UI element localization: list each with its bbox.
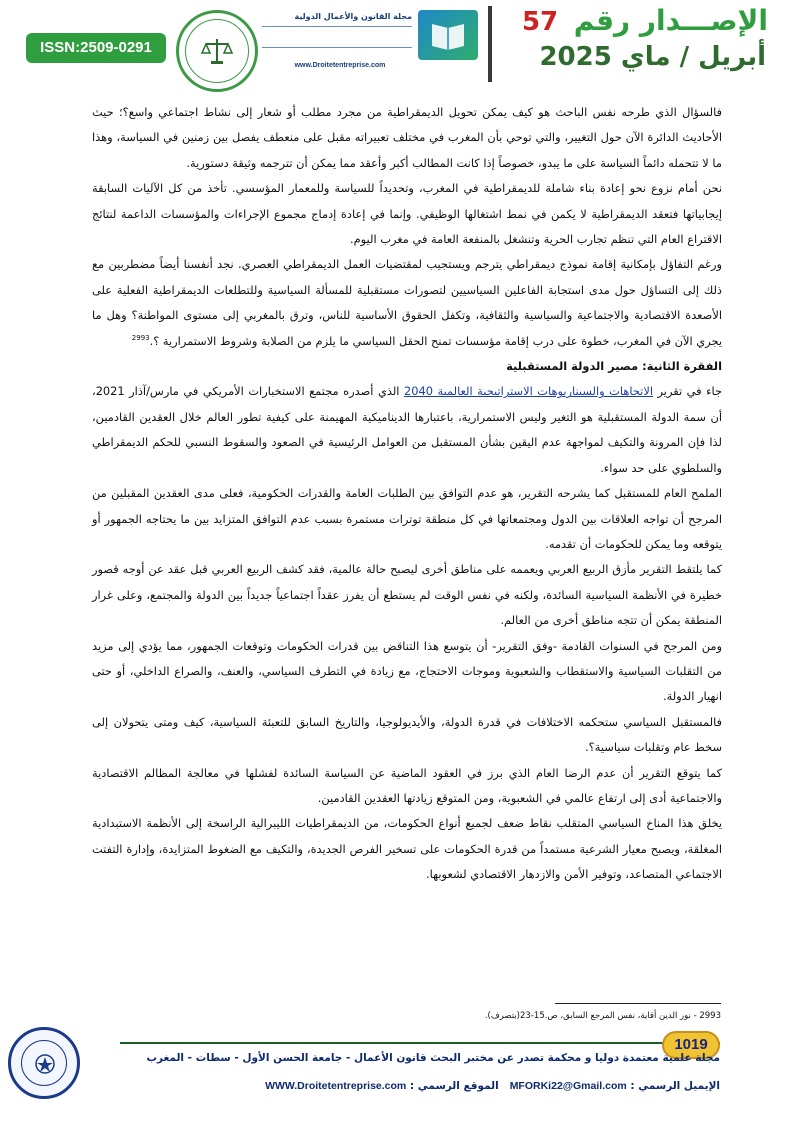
paragraph: فالمستقبل السياسي ستحكمه الاختلافات في قدرة الدولة، والأيديولوجيا، والتاريخ السابق للتعبئة السياسية، كيف ومتى يتحولان إلى سخط عام وتقلبات سياسية؟. — [92, 714, 722, 755]
magazine-logo — [418, 10, 478, 60]
paragraph: ورغم التفاؤل بإمكانية إقامة نموذج ديمقراطي يترجم ويستجيب لمقتضيات العمل الديمقراطي العصري. نجد أنفسنا أيضاً مضطربين مع ذلك إلى التساؤل حول مدى استجابة الفاعلين السياسيين لتصورات مستقبلية للمسألة السياسية وللتطلعات الديمقراطية الفعلية على الأصعدة الاقتصادية والاجتماعية والسياسية والثقافية، وتكفل الحقوق الأساسية للناس، وترق بالمغربي إلى مستوى المواطنة؟ وهل ما يجري الآن في المغرب، خطوة على درب إقامة مؤسسات تمنح الحقل السياسي ما يلزم من الصلابة وشروط الاستمرارية ؟.$^{2993}$ — [92, 257, 722, 348]
paragraph: الملمح العام للمستقبل كما يشرحه التقرير، هو عدم التوافق بين الطلبات العامة والقدرات الحكومية، فعلى مدى العقدين المقبلين من المرجح أن تواجه العلاقات بين الدول ومجتمعاتها في كل منطقة توترات مستمرة بسبب عدم التوافق المتزايد بين ما يحتاجه الجمهور أو يتوقعه وما يمكن للحكومات أن تقدمه. — [92, 486, 722, 551]
report-link[interactable]: الاتجاهات والسيناريوهات الاستراتيجية العالمية 2040 — [403, 384, 654, 399]
magazine-title: مجلة القانون والأعمال الدولية — [294, 12, 412, 21]
footer-journal-line: مجلة علمية معتمدة دوليا و محكمة تصدر عن مختبر البحث قانون الأعمال - جامعة الحسن الأول - سطات - المغرب — [146, 1052, 720, 1064]
footnote: 2993 - نور الدين أقاية، نفس المرجع السابق، ص.15-23(بتصرف). — [484, 1011, 721, 1021]
paragraph: ومن المرجح في السنوات القادمة -وفق التقرير- أن يتوسع هذا التناقض بين قدرات الحكومات وتوقعات الجمهور، مما يؤدي إلى مزيد من التقلبات السياسية والاستقطاب والشعبوية وموجات الاحتجاج، مع زيادة في التطرف السياسي، والعنف، والصراع الداخلي، أو حتى انهيار الدولة. — [92, 638, 722, 704]
paragraph: جاء في تقرير الاتجاهات والسيناريوهات الاستراتيجية العالمية 2040 الذي أصدره مجتمع الاستخبارات الأمريكي في مارس/آذار 2021، أن سمة الدولة المستقبلية هو التغير وليس الاستمرارية، باعتبارها الديناميكية المهيمنة على كيفية تطور العالم خلال العقدين القادمين، لذا فإن المرونة والتكيف لمواجهة عدم اليقين بشأن المستقبل من العوامل الرئيسية في الصعود والسقوط النسبي للحكم الديمقراطي والسلطوي على حد سواء. — [92, 384, 722, 475]
paragraph: نحن أمام نزوع نحو إعادة بناء شاملة للديمقراطية في المغرب، وتحديداً للسياسة وللمعمار المؤسسي. تأخذ من كل الآليات السابقة إيجابياتها فتعقد الديمقراطية لا يكمن في نمط اشتغالها الوظيفي. وإنما في إعادة إدماج مجموع الإجراءات والمؤسسات الداعمة لنتائج الاقتراع العام التي تنظم تجارب الحرية وتنشغل بالمنفعة العامة في مغرب اليوم. — [92, 181, 722, 247]
section-heading: الفقرة الثانية: مصير الدولة المستقبلية — [506, 359, 722, 374]
footer-contact-line — [120, 1080, 720, 1092]
director-seal — [8, 1027, 80, 1099]
seal-emblem-icon — [33, 1052, 57, 1076]
header-divider — [488, 6, 492, 82]
issue-date: أبريل / ماي 2025 — [539, 42, 766, 72]
footer-rule — [120, 1042, 720, 1044]
paragraph: كما يتوقع التقرير أن عدم الرضا العام الذي برز في العقود الماضية عن السياسة السائدة لفشلها في معالجة المظالم الاقتصادية والاجتماعية أدى إلى ارتفاع عالمي في الشعبوية، ومن المتوقع زيادتها العقدين القادمين. — [92, 765, 722, 805]
footnote-rule — [555, 1003, 721, 1004]
email-link[interactable]: MFORKi22@Gmail.com — [509, 1080, 627, 1092]
issue-label: الإصـــدار رقم — [573, 4, 768, 37]
site-link[interactable]: WWW.Droitetentreprise.com — [265, 1080, 407, 1092]
footnote-ref[interactable]: 2993 — [131, 333, 150, 342]
book-icon — [428, 18, 468, 52]
site-label: الموقع الرسمي : — [409, 1080, 499, 1092]
scales-icon — [201, 35, 233, 67]
issn-badge: ISSN:2509-0291 — [26, 33, 166, 63]
issue-line — [500, 4, 768, 38]
paragraph: يخلق هذا المناخ السياسي المتقلب نقاط ضعف لجميع أنواع الحكومات، من الديمقراطيات الليبرالية الراسخة إلى الأنظمة الاستبدادية المغلقة، ويصبح معيار الشرعية مستمداً من قدرة الحكومات على تسخير الفرص الجديدة، والتكيف مع الضغوط المتزايدة، وإدارة التفتت الاجتماعي المتصاعد، وتوفير الأمن والازدهار الاقتصادي لشعوبها. — [92, 816, 722, 882]
article-body — [92, 100, 722, 888]
paragraph: كما يلتقط التقرير مأزق الربيع العربي ويعممه على مناطق أخرى ليصبح حالة عالمية، فقد كشف الربيع العربي قبل عقد عن أوجه قصور خطيرة في الأنظمة السياسية السائدة، ولكنه في نفس الوقت لم يستطع أن يفرز عقداً اجتماعياً جديداً بين الدولة والمجتمع، وعلى غرار المنطقة يمكن أن تتجه مناطق أخرى من العالم. — [92, 562, 722, 628]
issue-number: 57 — [521, 7, 559, 37]
magazine-masthead — [268, 8, 478, 70]
page-number-badge: 1019 — [662, 1031, 720, 1059]
email-label: الإيميل الرسمي : — [630, 1080, 720, 1092]
lab-logo — [176, 10, 258, 92]
magazine-url[interactable]: www.Droitetentreprise.com — [294, 62, 386, 69]
paragraph: فالسؤال الذي طرحه نفس الباحث هو كيف يمكن تحويل الديمقراطية من مجرد مطلب أو شعار إلى نشاط اجتماعي واسع؟؛ حيث الأحاديث الدائرة الآن حول التغيير، والتي توحي بأن المغرب في مختلف تعبيراته مقبل على منعطف يفصل بين زمنين في السياسة، وهذا ما لا تتحمله دائماً السياسة على ما يبدو، خصوصاً إذا كانت المطالب أكبر وأعقد مما يمكن أن تترجمه وثيقة دستورية. — [92, 105, 722, 170]
